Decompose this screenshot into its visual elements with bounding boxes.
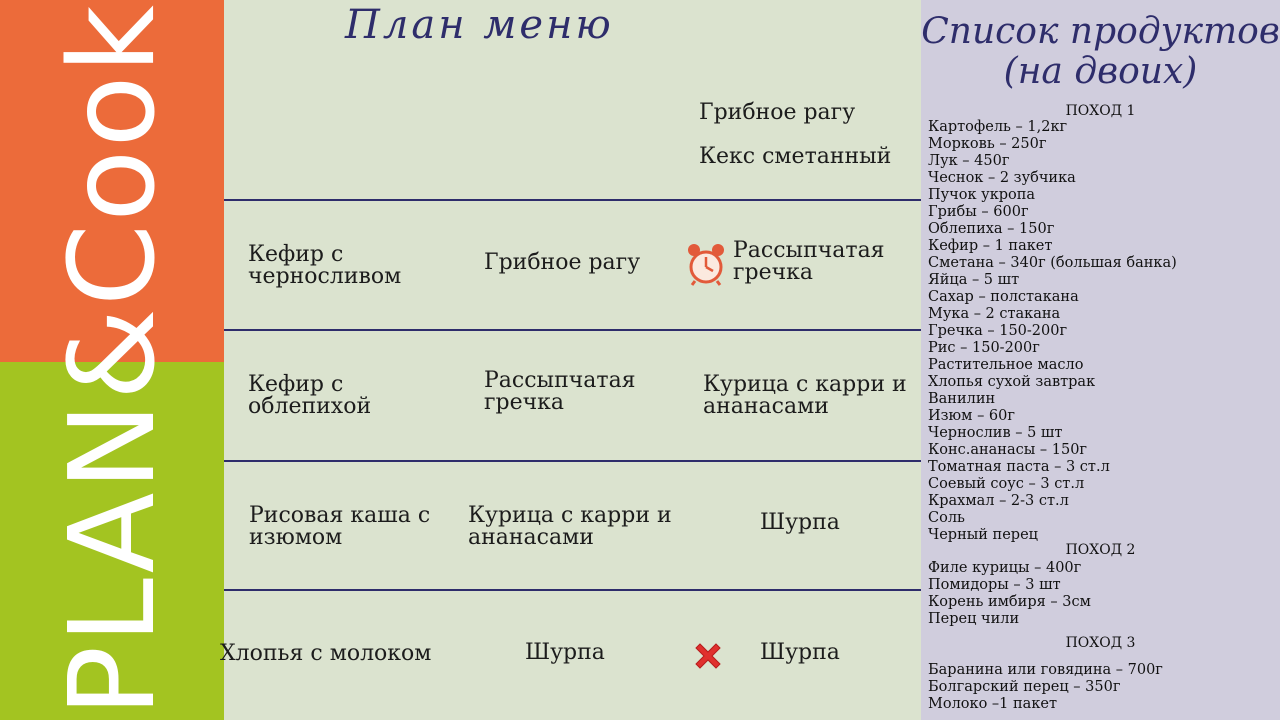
list-item: Мука – 2 стакана (928, 306, 1061, 322)
list-item: Сметана – 340г (большая банка) (928, 255, 1177, 271)
menu-cell-lunch: Рассыпчатая гречка (484, 368, 636, 415)
list-item: Морковь – 250г (928, 136, 1047, 152)
shopping-list-title (921, 12, 1280, 92)
brand-logo: PLAN&Cook (43, 3, 181, 717)
list-item: Филе курицы – 400г (928, 560, 1082, 576)
list-item: Ванилин (928, 391, 996, 407)
list-item: Хлопья сухой завтрак (928, 374, 1096, 390)
menu-cell-dinner: Грибное рагу (699, 100, 856, 125)
list-item: Конс.ананасы – 150г (928, 442, 1088, 458)
hike-label: ПОХОД 2 (1065, 542, 1136, 558)
shopping-list-hike-2 (928, 560, 1091, 628)
menu-cell-dinner: Курица с карри и ананасами (703, 372, 907, 419)
menu-cell-breakfast: Рисовая каша с изюмом (249, 503, 431, 550)
row-divider (224, 329, 921, 331)
hike-label: ПОХОД 1 (1065, 103, 1136, 119)
menu-cell-dessert: Кекс сметанный (699, 144, 892, 169)
list-item: Помидоры – 3 шт (928, 577, 1061, 593)
row-divider (224, 460, 921, 462)
list-item: Рис – 150-200г (928, 340, 1040, 356)
list-item: Лук – 450г (928, 153, 1010, 169)
menu-cell-dinner: Шурпа (760, 640, 840, 665)
list-item: Корень имбиря – 3см (928, 594, 1091, 610)
row-divider (224, 199, 921, 201)
list-item: Томатная паста – 3 ст.л (928, 459, 1110, 475)
list-item: Перец чили (928, 611, 1020, 627)
list-item: Растительное масло (928, 357, 1084, 373)
list-item: Облепиха – 150г (928, 221, 1055, 237)
menu-cell-lunch: Шурпа (525, 640, 605, 665)
alarm-clock-icon (686, 242, 726, 286)
list-item: Соевый соус – 3 ст.л (928, 476, 1085, 492)
list-item: Соль (928, 510, 965, 526)
list-item: Гречка – 150-200г (928, 323, 1068, 339)
shopping-list-title-line2: (на двоих) (1003, 51, 1198, 92)
menu-title: План меню (345, 2, 614, 48)
list-item: Пучок укропа (928, 187, 1036, 203)
list-item: Грибы – 600г (928, 204, 1029, 220)
shopping-list-panel (921, 0, 1280, 720)
list-item: Молоко –1 пакет (928, 696, 1057, 712)
red-x-icon (689, 637, 727, 675)
menu-cell-dinner: Рассыпчатая гречка (733, 238, 885, 285)
shopping-list-title-line1: Список продуктов (921, 11, 1280, 52)
shopping-list-hike-1 (928, 119, 1177, 544)
list-item: Кефир – 1 пакет (928, 238, 1053, 254)
list-item: Сахар – полстакана (928, 289, 1079, 305)
list-item: Чернослив – 5 шт (928, 425, 1063, 441)
menu-cell-lunch: Курица с карри и ананасами (468, 503, 672, 550)
menu-cell-dinner: Шурпа (760, 510, 840, 535)
row-divider (224, 589, 921, 591)
shopping-list-hike-3 (928, 662, 1163, 713)
hike-label: ПОХОД 3 (1065, 635, 1136, 651)
list-item: Крахмал – 2-3 ст.л (928, 493, 1069, 509)
list-item: Болгарский перец – 350г (928, 679, 1121, 695)
list-item: Чеснок – 2 зубчика (928, 170, 1076, 186)
list-item: Картофель – 1,2кг (928, 119, 1068, 135)
menu-cell-breakfast: Хлопья с молоком (220, 641, 432, 666)
list-item: Черный перец (928, 527, 1038, 543)
list-item: Изюм – 60г (928, 408, 1015, 424)
menu-cell-lunch: Грибное рагу (484, 250, 641, 275)
menu-cell-breakfast: Кефир с черносливом (248, 242, 402, 289)
list-item: Яйца – 5 шт (928, 272, 1020, 288)
list-item: Баранина или говядина – 700г (928, 662, 1163, 678)
menu-cell-breakfast: Кефир с облепихой (248, 372, 372, 419)
